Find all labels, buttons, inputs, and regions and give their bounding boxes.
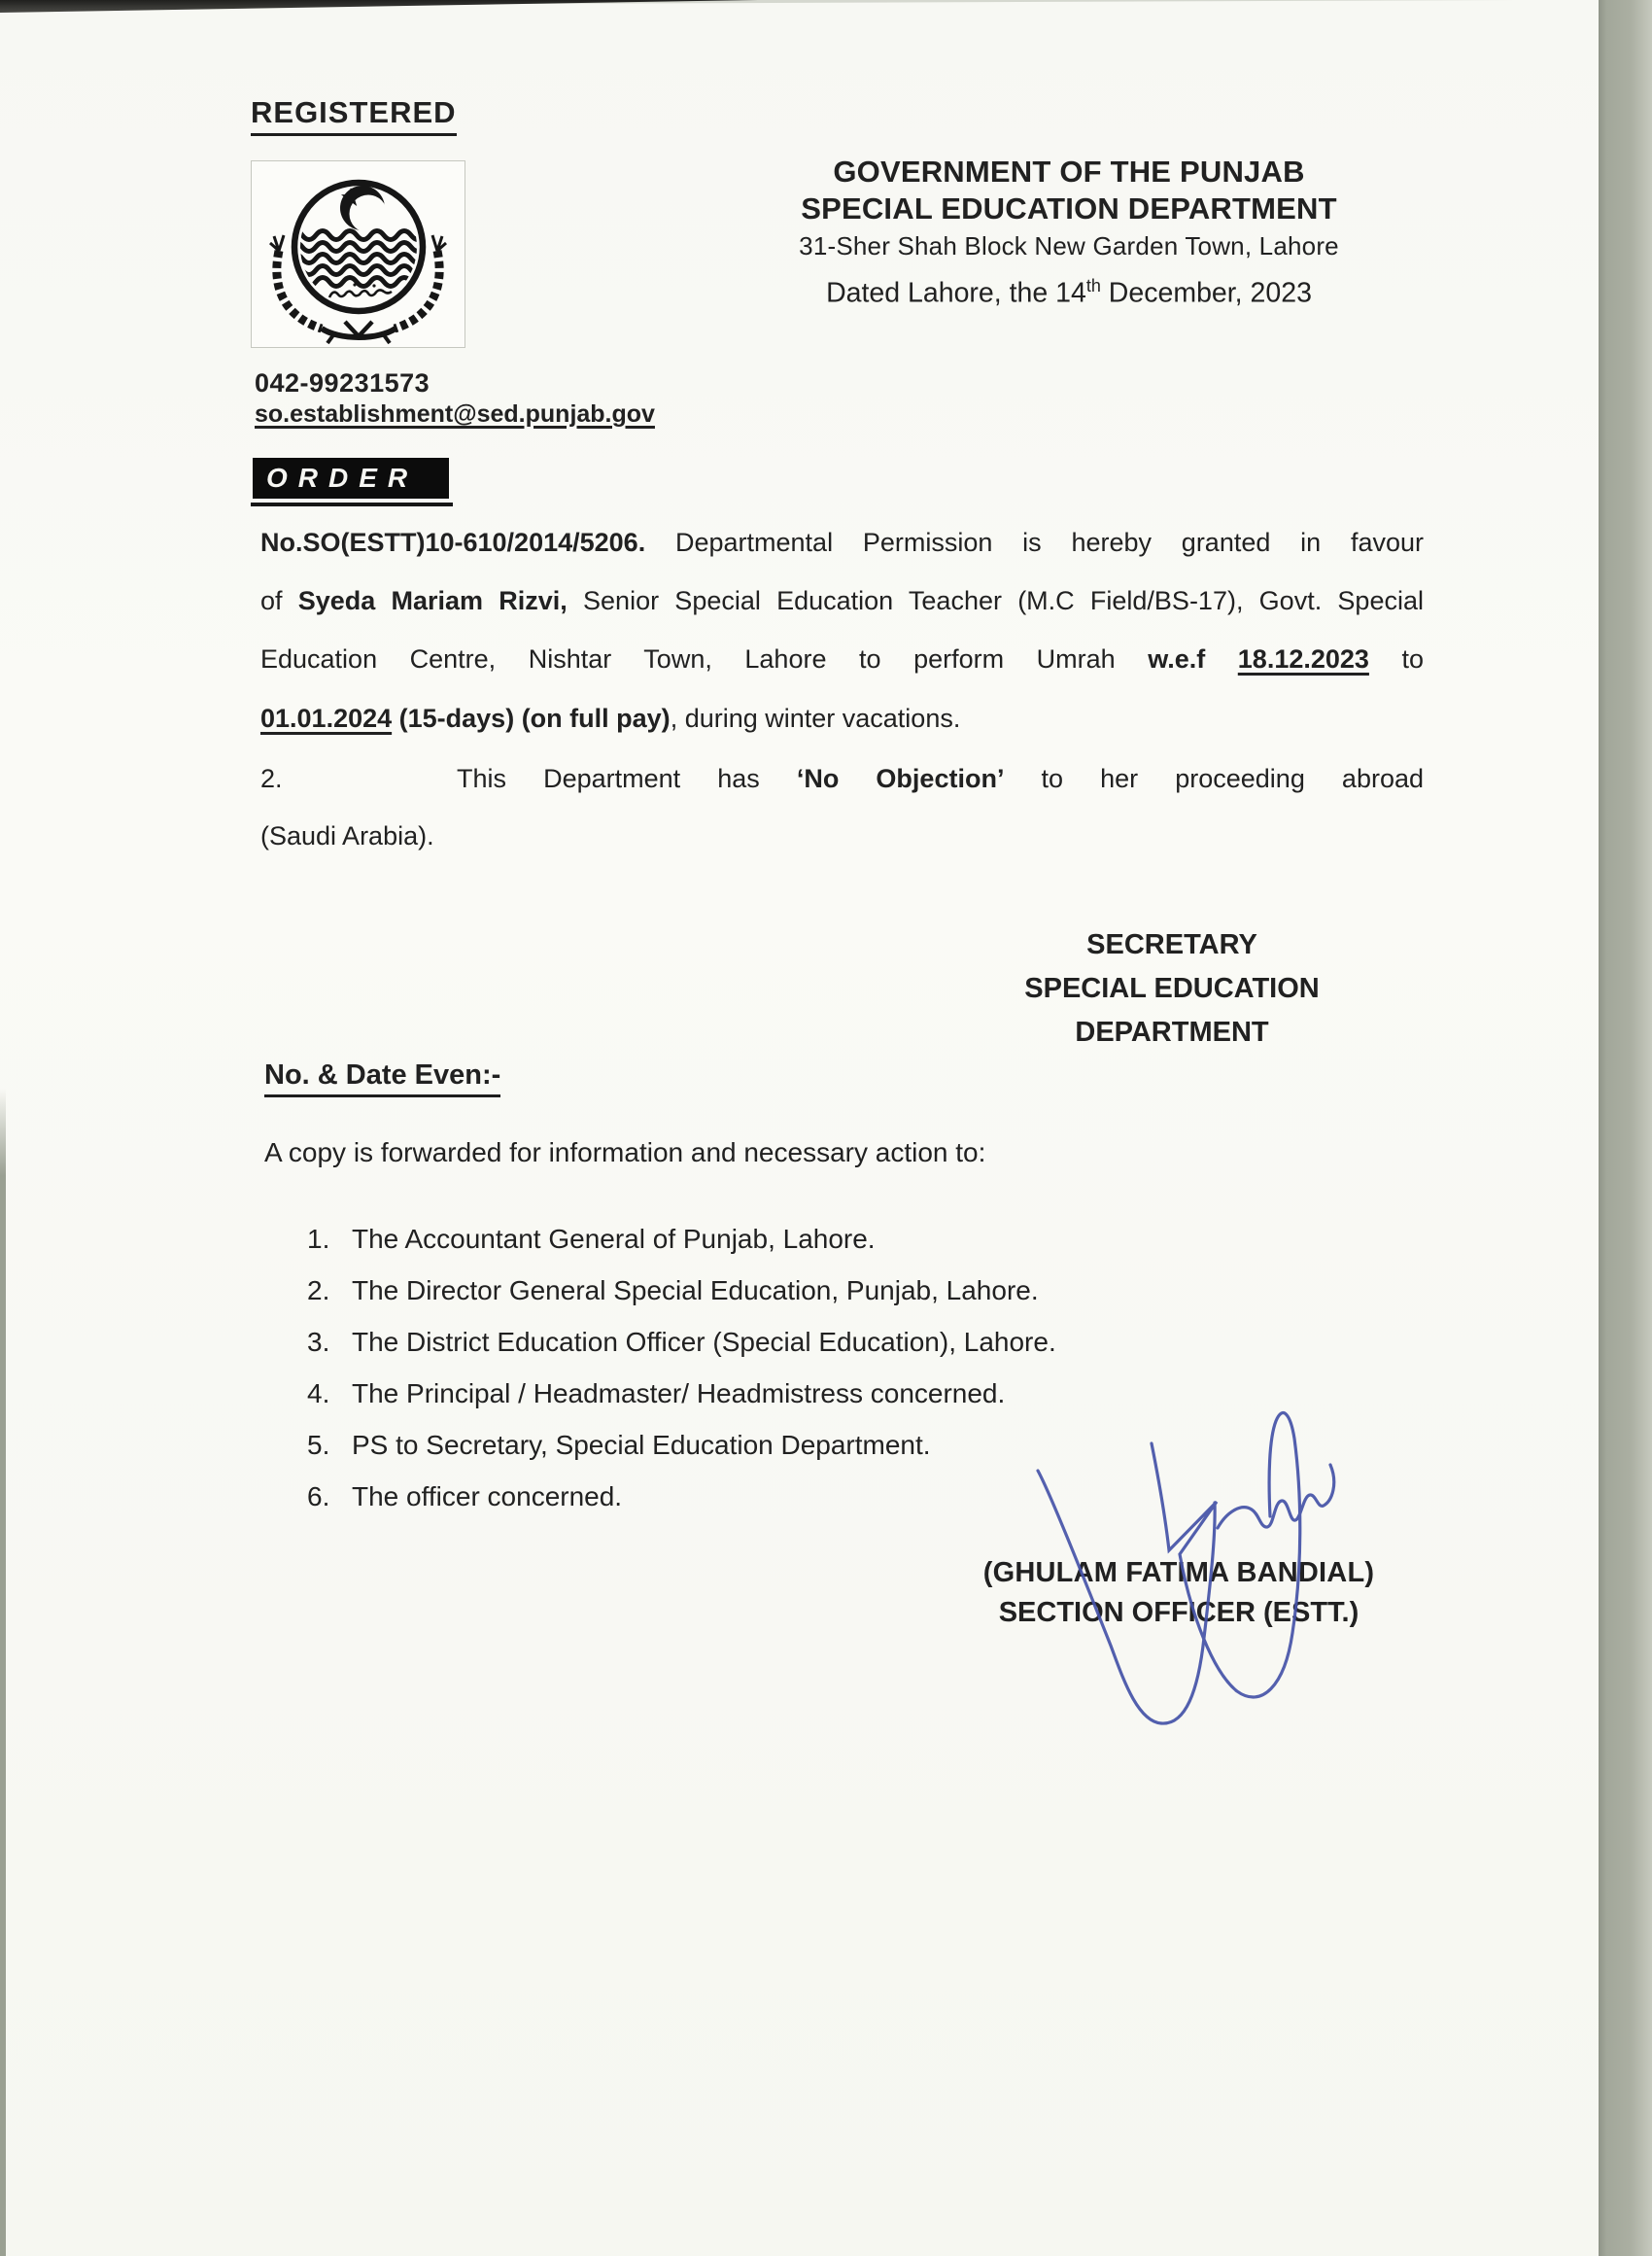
signatory-title: SECTION OFFICER (ESTT.) xyxy=(998,1597,1359,1628)
no-objection-phrase: ‘No Objection’ xyxy=(796,764,1005,793)
punjab-crest-icon xyxy=(252,161,465,347)
letterhead-address: 31-Sher Shah Block New Garden Town, Lahore xyxy=(799,231,1339,260)
copy-forwarded-line: A copy is forwarded for information and necessary action to: xyxy=(264,1137,986,1167)
letterhead-department-line: SPECIAL EDUCATION DEPARTMENT xyxy=(801,191,1337,226)
body-line-2: of Syeda Mariam Rizvi, Senior Special Education Teacher (M.C Field/BS-17), Govt. Special xyxy=(260,586,1424,615)
list-item: 6. The officer concerned. xyxy=(307,1481,623,1511)
paragraph-2-number: 2. xyxy=(260,764,283,793)
body-line-5: This Department has ‘No Objection’ to her proceeding abroad xyxy=(457,764,1424,793)
letterhead-date-line: Dated Lahore, the 14th December, 2023 xyxy=(826,276,1312,309)
secretary-line-3: DEPARTMENT xyxy=(1075,1017,1269,1048)
letterhead xyxy=(748,154,1390,310)
list-item: 5. PS to Secretary, Special Education Department. xyxy=(307,1430,931,1460)
signature-block-secretary xyxy=(978,923,1366,1055)
body-line-1: No.SO(ESTT)10-610/2014/5206. Departmental Permission is hereby granted in favour xyxy=(260,528,1424,557)
list-item: 1. The Accountant General of Punjab, Lahore. xyxy=(307,1224,876,1254)
list-item: 3. The District Education Officer (Special Education), Lahore. xyxy=(307,1327,1056,1357)
distribution-list xyxy=(307,1213,1056,1522)
scan-edge-left xyxy=(0,1089,6,2256)
letterhead-government-line: GOVERNMENT OF THE PUNJAB xyxy=(833,155,1305,189)
body-line-3: Education Centre, Nishtar Town, Lahore to perform Umrah w.e.f 18.12.2023 to xyxy=(260,644,1424,674)
secretary-line-2: SPECIAL EDUCATION xyxy=(1024,973,1320,1004)
body-line-6: (Saudi Arabia). xyxy=(260,821,434,850)
email-address: so.establishment@sed.punjab.gov xyxy=(255,400,655,428)
number-date-even-heading: No. & Date Even:- xyxy=(264,1059,500,1097)
list-item: 2. The Director General Special Education, Punjab, Lahore. xyxy=(307,1275,1039,1305)
signatory-name: (GHULAM FATIMA BANDIAL) xyxy=(982,1557,1375,1588)
scan-edge-top-dark xyxy=(0,0,758,13)
punjab-government-crest xyxy=(251,160,465,348)
end-date: 01.01.2024 xyxy=(260,704,393,733)
order-heading-underline xyxy=(251,503,453,506)
date-ordinal-suffix: th xyxy=(1085,276,1101,295)
list-item: 4. The Principal / Headmaster/ Headmistress concerned. xyxy=(307,1378,1006,1408)
start-date: 18.12.2023 xyxy=(1237,644,1369,674)
scan-edge-right xyxy=(1599,0,1652,2256)
phone-number: 042-99231573 xyxy=(255,368,430,398)
body-line-4: 01.01.2024 (15-days) (on full pay), during winter vacations. xyxy=(260,704,961,733)
handwritten-signature xyxy=(972,1400,1438,1808)
reference-number: No.SO(ESTT)10-610/2014/5206. xyxy=(260,528,646,557)
secretary-line-1: SECRETARY xyxy=(1086,929,1257,960)
registered-label: REGISTERED xyxy=(251,95,457,136)
order-heading: ORDER xyxy=(253,458,449,499)
officer-name: Syeda Mariam Rizvi, xyxy=(297,586,568,615)
